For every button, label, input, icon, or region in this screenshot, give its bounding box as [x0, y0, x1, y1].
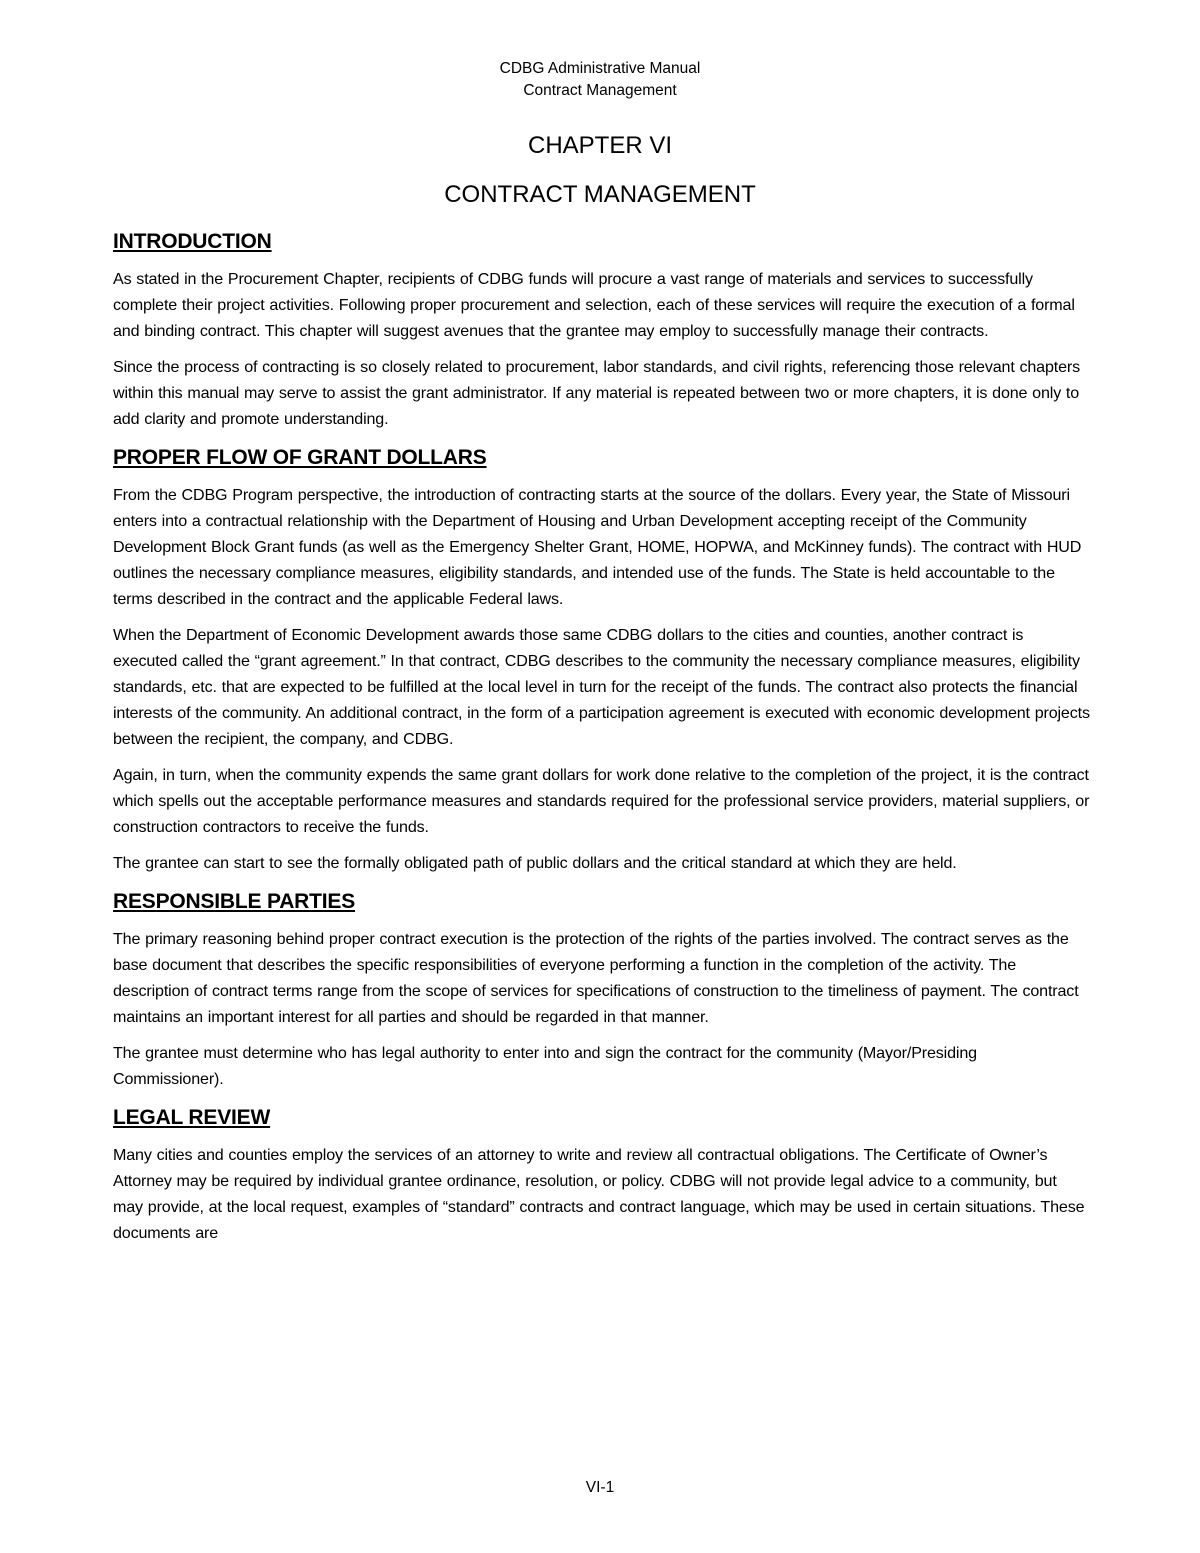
paragraph: Since the process of contracting is so closely related to procurement, labor standards, and civil rights, referencing those relevant chapters within this manual may serve to assist the grant administrator. If any material is repeated between two or more chapters, it is done only to add clarity and promote understanding.: [113, 358, 1080, 428]
paragraph: The grantee can start to see the formally obligated path of public dollars and the critical standard at which they are held.: [113, 854, 957, 872]
chapter-title: CONTRACT MANAGEMENT: [444, 181, 756, 208]
paragraph: Again, in turn, when the community expends the same grant dollars for work done relative to the completion of the project, it is the contract which spells out the acceptable performance measures and standards required for the professional service providers, material suppliers, or construction contractors to receive the funds.: [113, 766, 1090, 836]
header-manual-title: CDBG Administrative Manual: [499, 60, 701, 77]
section-legal-review: [113, 1104, 1091, 1246]
header-chapter-subject: Contract Management: [523, 82, 677, 99]
paragraph: The grantee must determine who has legal authority to enter into and sign the contract for the community (Mayor/Presiding Commissioner).: [113, 1044, 977, 1088]
section-heading: PROPER FLOW OF GRANT DOLLARS: [113, 446, 487, 469]
paragraph: From the CDBG Program perspective, the introduction of contracting starts at the source of the dollars. Every year, the State of Missouri enters into a contractual relationship with the Department of Housing and Urban Development accepting receipt of the Community Development Block Grant funds (as well as the Emergency Shelter Grant, HOME, HOPWA, and McKinney funds). The contract with HUD outlines the necessary compliance measures, eligibility standards, and intended use of the funds. The State is held accountable to the terms described in the contract and the applicable Federal laws.: [113, 486, 1082, 608]
section-introduction: [113, 228, 1091, 432]
section-heading: INTRODUCTION: [113, 230, 272, 253]
paragraph: The primary reasoning behind proper contract execution is the protection of the rights of the parties involved. The contract serves as the base document that describes the specific responsibilities of everyone performing a function in the completion of the activity. The description of contract terms range from the scope of services for specifications of construction to the timeliness of payment. The contract maintains an important interest for all parties and should be regarded in that manner.: [113, 930, 1079, 1026]
paragraph: As stated in the Procurement Chapter, recipients of CDBG funds will procure a vast range of materials and services to successfully complete their project activities. Following proper procurement and selection, each of these services will require the execution of a formal and binding contract. This chapter will suggest avenues that the grantee may employ to successfully manage their contracts.: [113, 270, 1075, 340]
section-responsible-parties: [113, 888, 1091, 1092]
page-number: VI-1: [585, 1479, 615, 1496]
section-proper-flow-of-grant-dollars: [113, 444, 1091, 876]
running-header: [0, 58, 1200, 102]
document-body: [113, 228, 1091, 1256]
chapter-number: CHAPTER VI: [527, 132, 673, 159]
section-heading: LEGAL REVIEW: [113, 1106, 271, 1129]
paragraph: When the Department of Economic Development awards those same CDBG dollars to the cities and counties, another contract is executed called the “grant agreement.” In that contract, CDBG describes to the community the necessary compliance measures, eligibility standards, etc. that are expected to be fulfilled at the local level in turn for the receipt of the funds. The contract also protects the financial interests of the community. An additional contract, in the form of a participation agreement is executed with economic development projects between the recipient, the company, and CDBG.: [113, 626, 1090, 748]
paragraph: Many cities and counties employ the services of an attorney to write and review all contractual obligations. The Certificate of Owner’s Attorney may be required by individual grantee ordinance, resolution, or policy. CDBG will not provide legal advice to a community, but may provide, at the local request, examples of “standard” contracts and contract language, which may be used in certain situations. These documents are: [113, 1146, 1085, 1242]
section-heading: RESPONSIBLE PARTIES: [113, 890, 356, 913]
